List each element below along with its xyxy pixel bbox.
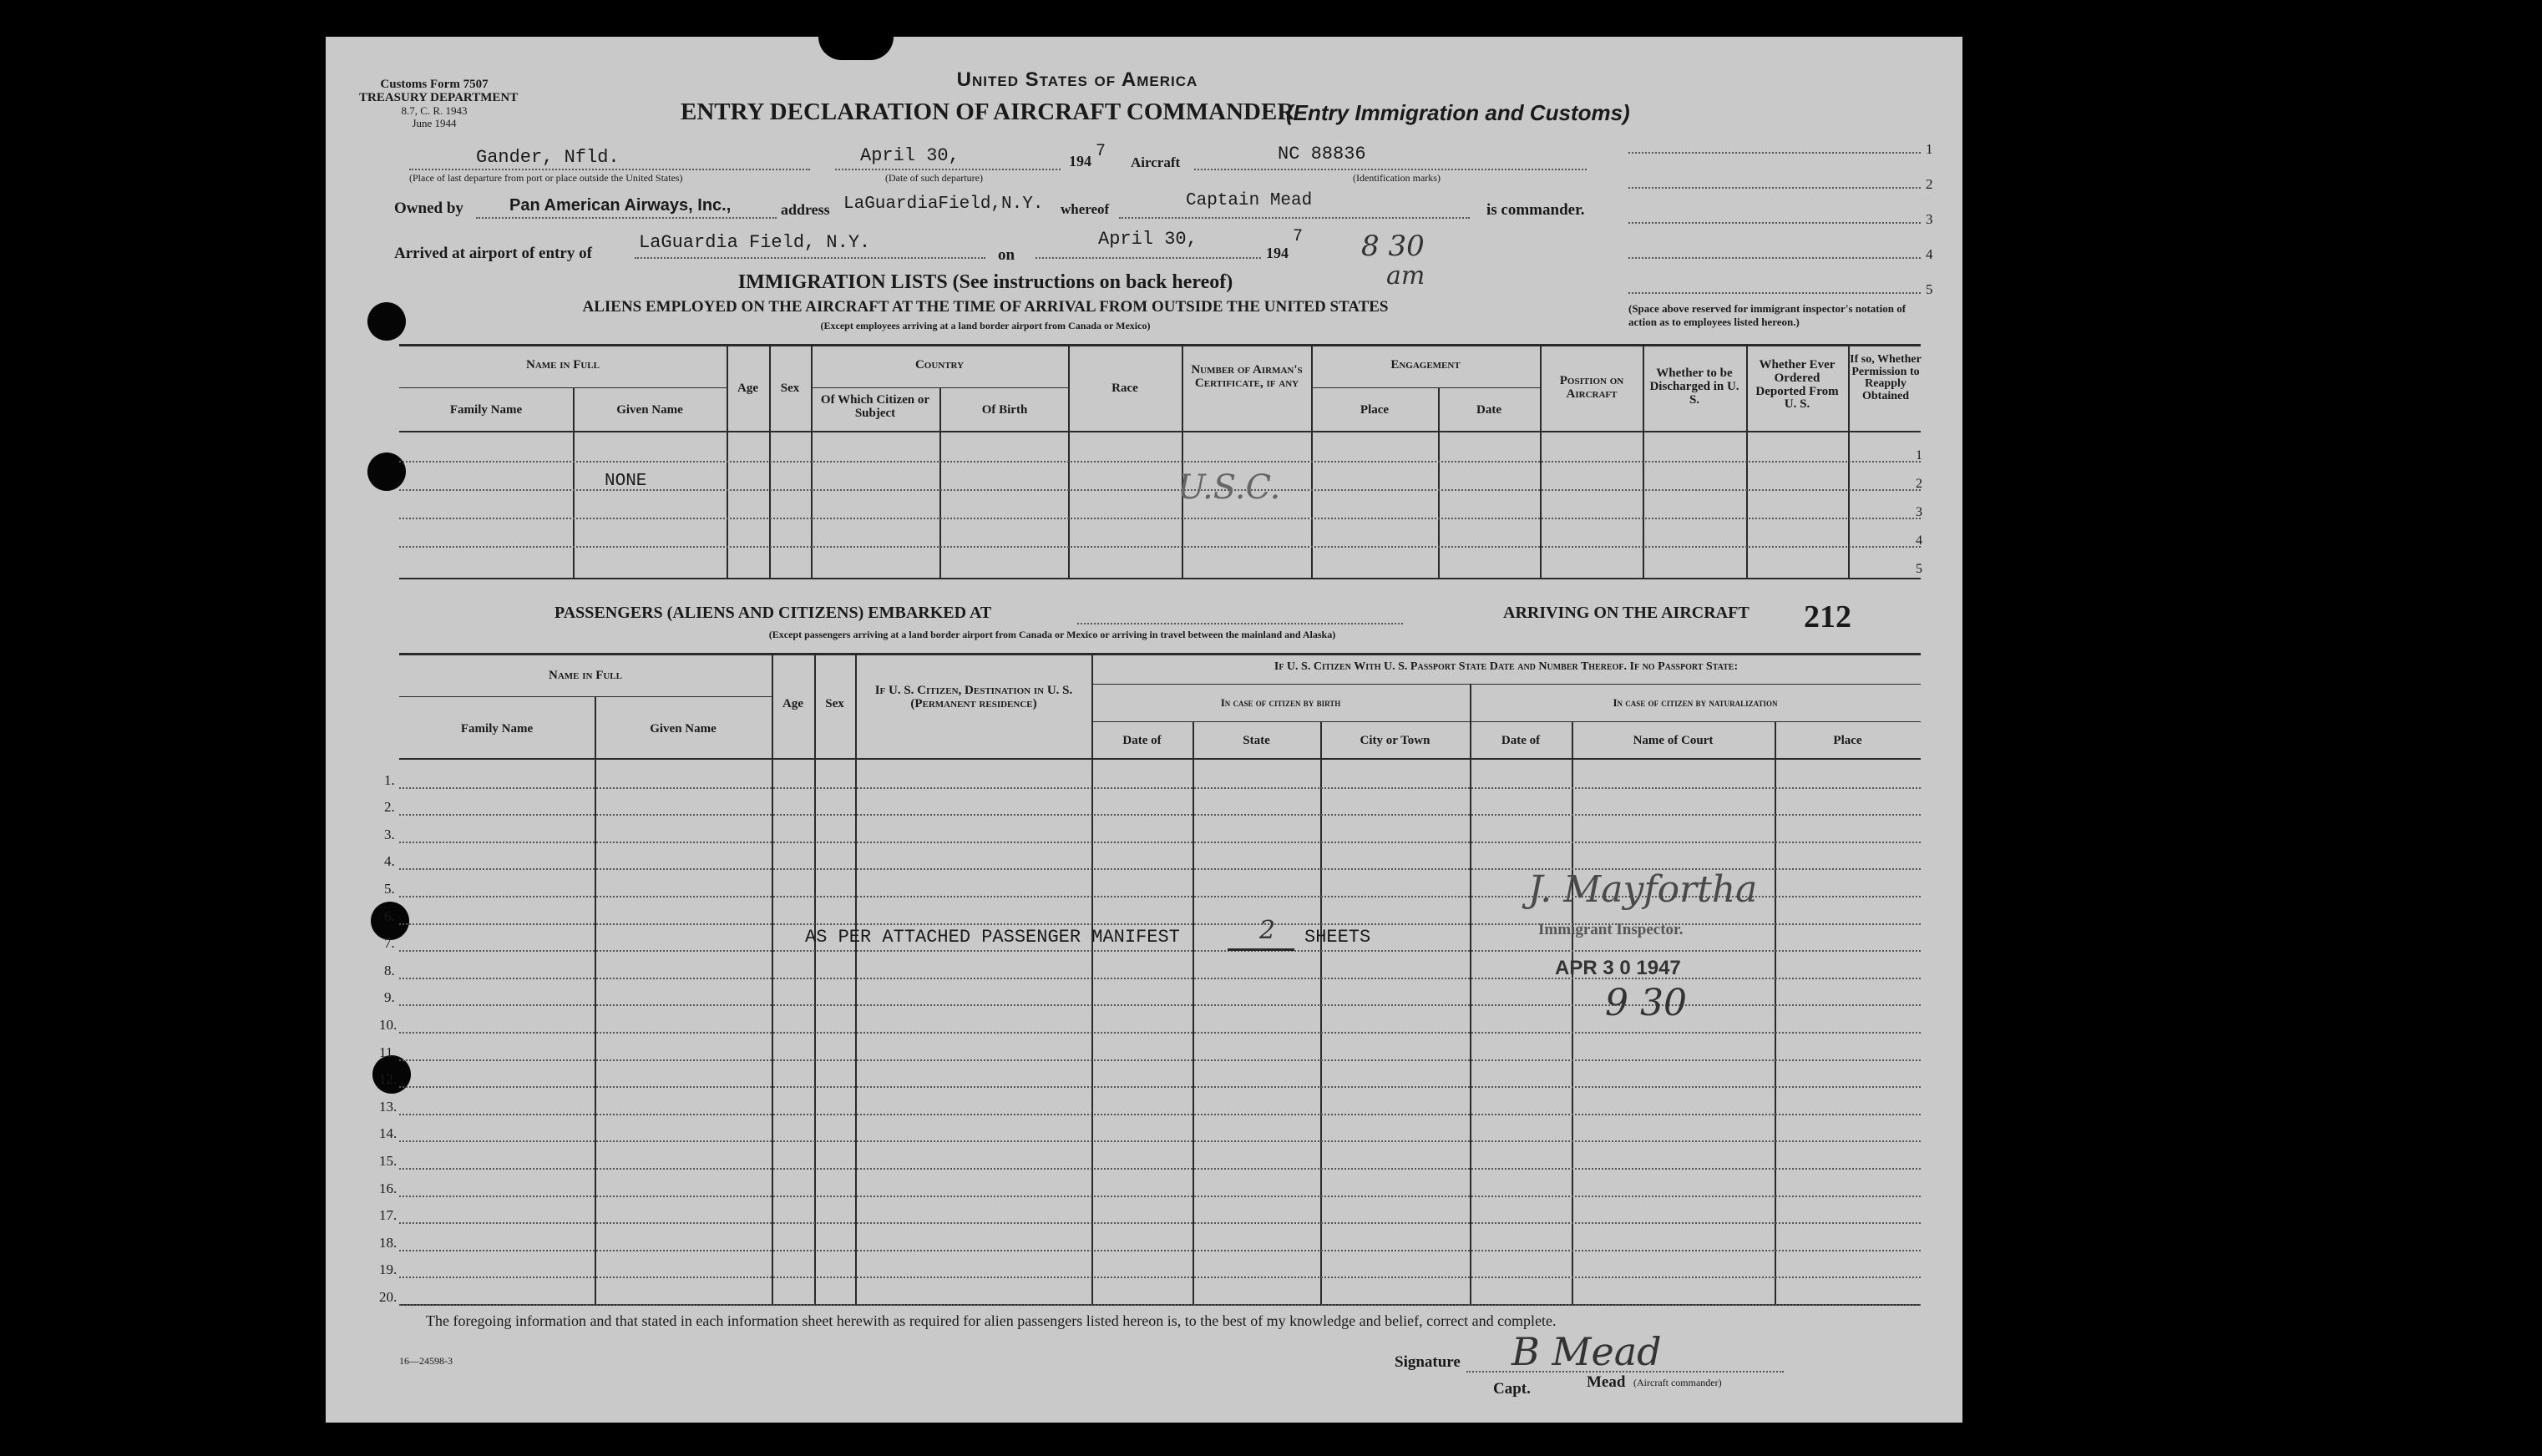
passenger-row-number: 11. (379, 1044, 397, 1060)
passenger-row-number: 1. (384, 772, 395, 788)
passenger-row-number: 10. (379, 1017, 398, 1033)
pcol-court: Name of Court (1633, 734, 1714, 747)
passenger-row-number: 13. (379, 1099, 398, 1115)
whereof-label: whereof (1061, 201, 1110, 217)
commander-value: Captain Mead (1186, 191, 1313, 210)
margin-note: (Space above reserved for immigrant inspector's notation of action as to employees listed hereon.) (1628, 302, 1907, 329)
passenger-row-line (399, 814, 1921, 816)
passenger-row-number: 17. (379, 1207, 398, 1223)
passenger-row-number: 6. (384, 908, 395, 924)
immigration-title: IMMIGRATION LISTS (See instructions on back hereof) (737, 271, 1233, 293)
row-number: 4 (1916, 533, 1922, 548)
arrival-value: LaGuardia Field, N.Y. (639, 232, 871, 253)
passenger-row-line (399, 1250, 1921, 1251)
departure-date: April 30, (860, 145, 960, 166)
col-age: Age (737, 382, 758, 395)
pcol-nat-date: Date of (1501, 734, 1541, 747)
margin-number: 4 (1926, 246, 1933, 262)
departure-date-caption: (Date of such departure) (885, 172, 983, 184)
col-sex: Sex (780, 382, 800, 395)
passenger-row-number: 8. (384, 963, 395, 978)
row-number: 2 (1916, 477, 1922, 491)
passengers-number: 212 (1804, 599, 1851, 634)
col-position: Position on Aircraft (1559, 374, 1624, 401)
pcol-family-name: Family Name (460, 722, 534, 736)
passenger-row-number: 5. (384, 881, 395, 897)
arrival-year: 7 (1293, 227, 1304, 246)
mead-label: Mead (1587, 1373, 1626, 1391)
aliens-entry-none: NONE (605, 472, 647, 491)
margin-number: 5 (1926, 281, 1933, 297)
departure-place: Gander, Nfld. (476, 147, 620, 168)
pcol-city: City or Town (1360, 734, 1431, 747)
col-eng-date: Date (1476, 403, 1501, 417)
passenger-row-line (399, 1059, 1921, 1061)
aliens-handwritten-note: U.S.C. (1177, 468, 1281, 507)
col-given-name: Given Name (616, 403, 683, 417)
form-title-sub: (Entry Immigration and Customs) (1286, 100, 1630, 125)
form-title: ENTRY DECLARATION OF AIRCRAFT COMMANDER (681, 99, 1295, 125)
passenger-row-line (399, 842, 1921, 843)
torn-edge (818, 37, 894, 60)
regulation: 8.7, C. R. 1943 (401, 104, 468, 117)
aircraft-id: NC 88836 (1278, 144, 1366, 164)
passenger-row-line (399, 1277, 1921, 1278)
passenger-row-number: 19. (379, 1261, 398, 1277)
passenger-row-line (399, 1140, 1921, 1142)
passenger-row-line (399, 978, 1921, 979)
arrival-date: April 30, (1098, 229, 1198, 250)
form-number: Customs Form 7507 (380, 78, 489, 91)
manifest-count: 2 (1259, 916, 1276, 945)
passenger-row-line (399, 1032, 1921, 1034)
passenger-row-number: 2. (384, 799, 395, 815)
row-number: 1 (1916, 448, 1922, 463)
passenger-row-line (399, 950, 1921, 952)
commander-suffix: is commander. (1486, 201, 1585, 219)
department: TREASURY DEPARTMENT (359, 91, 519, 104)
pcol-by-birth: In case of citizen by birth (1220, 696, 1341, 709)
form-code: 16—24598-3 (399, 1355, 453, 1367)
passenger-row-line (399, 923, 1921, 925)
passengers-title: PASSENGERS (ALIENS AND CITIZENS) EMBARKED AT (554, 604, 992, 622)
col-permission: If so, Whether Permission to Reapply Obtained (1850, 353, 1922, 403)
inspector-label: Immigrant Inspector. (1538, 921, 1684, 938)
owner-value: Pan American Airways, Inc., (509, 196, 732, 215)
passenger-row-number: 4. (384, 853, 395, 869)
pcol-state: State (1243, 734, 1270, 747)
passenger-row-line (399, 1114, 1921, 1115)
arrival-year-prefix: 194 (1266, 245, 1289, 261)
declaration-text: The foregoing information and that stated in each information sheet herewith as required for alien passengers listed hereon is, to the best of my knowledge and belief, correct and complete. (426, 1312, 1557, 1329)
row-number: 5 (1916, 562, 1922, 576)
col-country: Country (914, 358, 965, 372)
passenger-row-number: 15. (379, 1153, 398, 1169)
col-of-birth: Of Birth (981, 403, 1028, 417)
passenger-row-line (399, 1168, 1921, 1170)
col-citizen-of: Of Which Citizen or Subject (820, 393, 930, 420)
passenger-row-line (399, 787, 1921, 789)
passenger-row-line (399, 1222, 1921, 1224)
margin-number: 1 (1926, 141, 1933, 157)
col-engagement: Engagement (1390, 358, 1461, 372)
immigration-subtitle: ALIENS EMPLOYED ON THE AIRCRAFT AT THE TIME OF ARRIVAL FROM OUTSIDE THE UNITED STATES (582, 298, 1389, 316)
passenger-row-number: 16. (379, 1180, 398, 1196)
col-name-in-full: Name in Full (525, 358, 600, 372)
address-label: address (781, 201, 830, 218)
passenger-row-number: 14. (379, 1125, 398, 1141)
manifest-suffix: SHEETS (1304, 927, 1371, 948)
stamp-time: 9 30 (1605, 982, 1687, 1024)
margin-number: 2 (1926, 176, 1933, 192)
punch-hole (367, 302, 406, 341)
pcol-age: Age (782, 697, 803, 710)
aircraft-caption: (Identification marks) (1353, 172, 1441, 184)
pcol-birth-date: Date of (1122, 734, 1162, 747)
pcol-given-name: Given Name (650, 722, 717, 736)
passenger-row-number: 20. (379, 1289, 398, 1305)
col-family-name: Family Name (449, 403, 523, 417)
passenger-row-line (399, 1196, 1921, 1197)
passenger-row-number: 9. (384, 989, 395, 1005)
margin-number: 3 (1926, 211, 1933, 227)
col-deported: Whether Ever Ordered Deported From U. S. (1755, 358, 1839, 412)
passengers-except: (Except passengers arriving at a land border airport from Canada or Mexico or arriving in travel between the mainland and Alaska) (768, 629, 1336, 640)
pcol-sex: Sex (825, 697, 844, 710)
arrival-label: Arrived at airport of entry of (394, 245, 592, 262)
passenger-row-line (399, 1004, 1921, 1006)
commander-caption: (Aircraft commander) (1633, 1377, 1722, 1388)
stamp-date: APR 3 0 1947 (1555, 957, 1681, 979)
passenger-row-number: 3. (384, 827, 395, 842)
departure-place-caption: (Place of last departure from port or place outside the United States) (409, 172, 683, 184)
pcol-destination: If U. S. Citizen, Destination in U. S. (Permanent residence) (874, 684, 1073, 710)
owner-label: Owned by (394, 200, 463, 217)
row-number: 3 (1916, 505, 1922, 519)
form-date: June 1944 (412, 117, 457, 129)
address-value: LaGuardiaField,N.Y. (843, 195, 1044, 214)
passenger-row-number: 12. (379, 1071, 398, 1087)
passenger-row-line (399, 1086, 1921, 1088)
pcol-nat-place: Place (1833, 734, 1862, 747)
document-sheet (326, 37, 1962, 1423)
departure-year-prefix: 194 (1069, 153, 1091, 169)
capt-label: Capt. (1493, 1380, 1531, 1398)
country-heading: United States of America (956, 68, 1198, 91)
col-eng-place: Place (1360, 403, 1390, 417)
passengers-title-right: ARRIVING ON THE AIRCRAFT (1503, 604, 1750, 622)
signature-label: Signature (1395, 1353, 1461, 1371)
pcol-passport: If U. S. Citizen With U. S. Passport State Date and Number Thereof. If no Passport State: (1274, 660, 1739, 673)
punch-hole (367, 452, 406, 491)
manifest-text: AS PER ATTACHED PASSENGER MANIFEST (805, 927, 1180, 948)
passenger-row-line (399, 1304, 1921, 1306)
col-discharged: Whether to be Discharged in U. S. (1649, 367, 1739, 407)
departure-year: 7 (1096, 142, 1106, 161)
immigration-except: (Except employees arriving at a land border airport from Canada or Mexico) (820, 320, 1151, 331)
arrival-on: on (998, 246, 1015, 264)
col-race: Race (1111, 382, 1138, 395)
arrival-time-note: 8 30 (1361, 230, 1425, 263)
pcol-by-naturalization: In case of citizen by naturalization (1613, 696, 1778, 709)
col-airman-cert: Number of Airman's Certificate, if any (1191, 363, 1303, 390)
arrival-time-note-am: am (1386, 261, 1425, 291)
passenger-row-number: 7. (384, 935, 395, 951)
aircraft-label: Aircraft (1131, 154, 1181, 170)
passenger-row-number: 18. (379, 1235, 398, 1251)
pcol-name-in-full: Name in Full (548, 669, 622, 682)
commander-signature: B Mead (1512, 1329, 1662, 1374)
inspector-signature: J. Mayfortha (1528, 868, 1758, 911)
